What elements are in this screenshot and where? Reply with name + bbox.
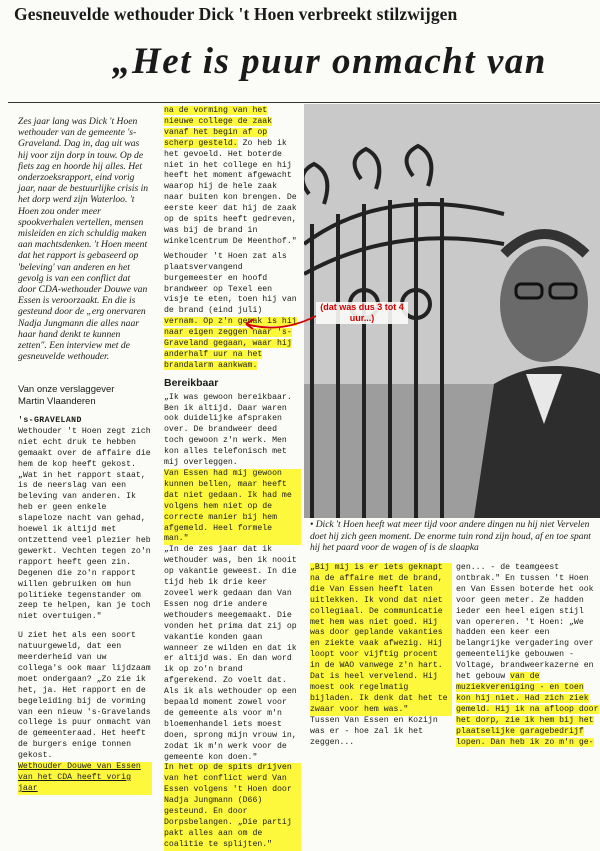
- byline-line1: Van onze verslaggever: [18, 384, 115, 395]
- col1-paragraph-1: Wethouder 't Hoen zegt zich niet echt druk te hebben gemaakt over de affaire die hem de kop heeft gekost. „Wat in het rapport staat, is de neerslag van een beleving van anderen. Ik heb er geen enkele slapeloze nacht van gehad, hoewel ik altijd met ontzettend veel plezier heb gewerkt. Vechten tegen zo'n rapport heeft geen zin. Degenen die zo'n rapport willen gebruiken om hun politieke tegenstander om zeep te helpen, kan je toch niet overtuigen.": [18, 426, 151, 622]
- highlight-3: Van Essen had mij gewoon kunnen bellen, maar heeft dat niet gedaan. Ik had me volgens hem niet op de correcte manier bij hem afgemeld. Heel formele man.": [164, 469, 301, 545]
- highlight-1: na de vorming van het nieuwe college de zaak vanaf het begin af op scherp gesteld.: [164, 106, 273, 148]
- col2-p1-rest: Zo heb ik het gevoeld. Het boterde niet in het college en hij heeft het moment afgewacht waarop hij de hele zaak naar buiten kon brengen. De eerste keer dat hij de zaak op de spits heeft gedreven, was bij de brand in winkelcentrum De Meenthof.": [164, 138, 297, 246]
- col2-paragraph-1: [164, 106, 301, 248]
- photo-caption: • Dick 't Hoen heeft wat meer tijd voor andere dingen nu hij niet Vervelen doet hij zich geen moment. De enorme tuin rond zijn houd, af en toe spant hij het paard voor de wagen of is de slaapka: [310, 520, 591, 553]
- kicker-headline: Gesneuvelde wethouder Dick 't Hoen verbreekt stilzwijgen: [14, 4, 458, 24]
- col2-paragraph-4: „In de zes jaar dat ik wethouder was, ben ik nooit op vakantie geweest. In die tijd heb ik drie keer zoveel werk gedaan dan Van Essen nog drie andere wethouders meegemaakt. Die vonden het prima dat zij op vakantie konden gaan wanneer ze wilden en dat ik er altijd was. En dan word ik op zo'n brand afgerekend. Zo voelt dat. Als ik als wethouder op een bepaald moment zowel voor de gemeente als voor m'n bloemenhandel iets moest doen, sprong mijn vrouw in, zodat ik m'n werk voor de gemeente kon doen.": [164, 545, 297, 762]
- highlight-2: vernam. Op z'n gemak is hij naar eigen zeggen naar 's-Graveland gegaan, waar hij anderhalf uur na het brandalarm aankwam.: [164, 317, 297, 370]
- dateline: 's-GRAVELAND: [18, 416, 82, 425]
- col1-paragraph-2: U ziet het als een soort natuurgeweld, dat een meerderheid van uw collega's ook maar lijdzaam moet ondergaan? „Zo zie ik het, ja. Het rapport en de begeleiding bij de vorming van een nieuw 's-Gravelands college is puur onmacht van de gemeenteraad. Het heeft de burgers enige tonnen gekost.: [18, 631, 151, 761]
- article-column-1: [18, 416, 152, 795]
- col2-p2-start: Wethouder 't Hoen zat als plaatsvervangend burgemeester en hoofd brandweer op Texel een visje te eten, toen hij van de brand (eind juli): [164, 251, 297, 316]
- col4-paragraph-1: [456, 563, 600, 748]
- highlight-5: „Bij mij is er iets geknapt na de affaire met de brand, die Van Essen heeft laten uitlekken. Ik vond dat niet collegiaal. De communicatie met hem was niet goed. Hij was door geplande vakanties en ziekte vaak afwezig. Hij loopt voor vijftig procent in de WAO vanwege z'n hart. Dat is heel vervelend. Hij moest ook regelmatig bijladen. Ik denk dat het te zwaar voor hem was.": [310, 563, 452, 716]
- col3-paragraph-2: Tussen Van Essen en Kozijn was er - hoe zal ik het zeggen...: [310, 715, 438, 747]
- header-rule: [8, 102, 600, 103]
- highlight-6: van de muziekvereniging - en toen kon hij niet. Had zich ziek gemeld. Hij ik na afloop door het dorp, zie ik hem bij het plaatselijke garagebedrijf lopen. Dan heb ik zo m'n ge-: [456, 672, 599, 747]
- byline: [18, 384, 150, 408]
- main-headline: „Het is puur onmacht van: [112, 41, 547, 82]
- article-column-3: [310, 563, 452, 748]
- intro-paragraph: [18, 116, 150, 362]
- handwritten-note: (dat was dus 3 tot 4 uur...): [316, 302, 408, 324]
- article-column-4: [456, 563, 600, 748]
- article-column-2: [164, 106, 301, 851]
- subhead-bereikbaar: Bereikbaar: [164, 376, 219, 389]
- highlight-4: In het op de spits drijven van het conflict werd Van Essen volgens 't Hoen door Nadja Jungmann (D66) gesteund. En door Dorpsbelangen. „Die partij pakt alles aan om de coalitie te splijten.": [164, 763, 301, 850]
- col1-paragraph-3: Wethouder Douwe van Essen van het CDA heeft vorig jaar: [18, 762, 152, 795]
- intro-text: Zes jaar lang was Dick 't Hoen wethouder van de gemeente 's-Graveland. Dag in, dag uit was hij voor zijn dorp in touw. Op de fiets zag en hoorde hij alles. Het onderzoeksrapport, eind vorig jaar, naar de bestuurlijke crisis in het dorp werd zijn Waterloo. 't Hoen zou onder meer spookverhalen vertellen, mensen misleiden en zich schuldig maken aan machtsdenken. 't Hoen meent dat het rapport is gebaseerd op 'beleving' van anderen en het gevolg is van een conflict dat door CDA-wethouder Douwe van Essen is veroorzaakt. En die is gesteund door de „erg onervaren Nadja Jungmann die alles naar haar hand denkt te kunnen zetten". Een interview met de gesneuvelde wethouder.: [18, 116, 149, 363]
- byline-line2: Martin Vlaanderen: [18, 396, 96, 407]
- col2-paragraph-3: „Ik was gewoon bereikbaar. Ben ik altijd. Daar waren ook duidelijke afspraken over. De brandweer deed toch gewoon z'n werk. Men kon alles telefonisch met mij overleggen.: [164, 392, 292, 468]
- col4-p1-start: gen... - de teamgeest ontbrak." En tussen 't Hoen en Van Essen boterde het ook voor geen meter. Ze hadden ieder een heel eigen stijl van opereren. 't Hoen: „We hadden een keer een belangrijke vergadering over gemeentelijke gebouwen - Voltage, brandweerkazerne en het gebouw: [456, 563, 594, 682]
- annotation-arrow: [240, 310, 320, 340]
